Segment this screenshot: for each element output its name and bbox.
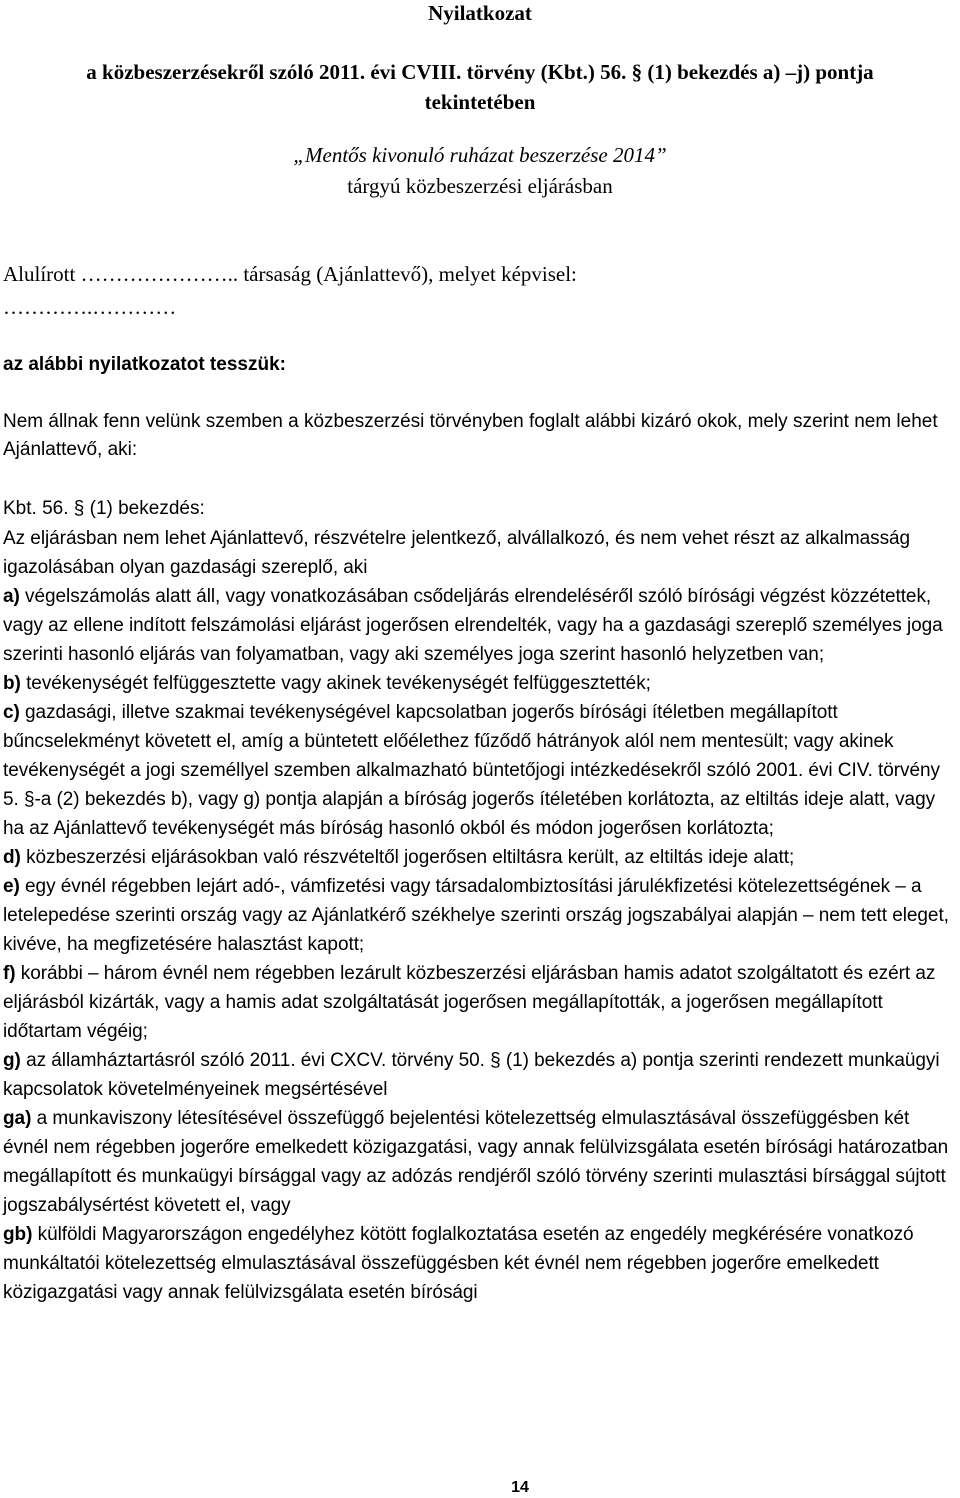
document-title: Nyilatkozat [428,1,532,25]
clause-item-text: korábbi – három évnél nem régebben lezárult közbeszerzési eljárásban hamis adatot szolgáltatott és ezért az eljárásból kizárták, vagy a hamis adat szolgáltatását jogerősen megállapították, a jogerősen megállapított időtartam végéig; [3,963,936,1042]
procurement-subject: tárgyú közbeszerzési eljárásban [347,174,613,198]
clause-item-text: tevékenységét felfüggesztette vagy akinek tevékenységét felfüggesztették; [26,673,651,694]
clause-item-text: a munkaviszony létesítésével összefüggő bejelentési kötelezettség elmulasztásával összefüggésben két évnél nem régebben jogerőre emelkedett közigazgatási, vagy annak felülvizsgálata esetén bírósági határozatban megállapított és munkaügyi bírsággal vagy az adózás rendjéről szóló törvény szerinti mulasztási bírsággal sújtott jogszabálysértést követett el, vagy [3,1108,949,1216]
statement-paragraph: Nem állnak fenn velünk szemben a közbeszerzési törvényben foglalt alábbi kizáró okok, mely szerint nem lehet Ajánlattevő, aki: [3,411,938,460]
clause-body [3,524,958,1307]
clause-item-label: e) [3,876,20,897]
clause-item-text: közbeszerzési eljárásokban való részvételtől jogerősen eltiltásra került, az eltiltás ideje alatt; [26,847,795,868]
clause-item-label: ga) [3,1108,32,1129]
clause-item-text: végelszámolás alatt áll, vagy vonatkozásában csődeljárás elrendeléséről szóló bírósági végzést közzétettek, vagy az ellene indított felszámolási eljárást jogerősen elrendelték, vagy ha a gazdasági szereplő személyes joga szerinti hasonló eljárás van folyamatban, vagy aki személyes joga szerint hasonló helyzetben van; [3,586,943,665]
signatory-line-1: Alulírott ………………….. társaság (Ajánlattevő), melyet képvisel: [3,262,577,286]
statement-heading: az alábbi nyilatkozatot tesszük: [3,354,286,375]
clause-item [3,698,958,843]
clause-item-label: d) [3,847,21,868]
clause-item [3,1220,958,1307]
clause-item-label: b) [3,673,21,694]
clause-item [3,872,958,959]
clause-item-label: a) [3,586,20,607]
signatory-intro [3,258,953,324]
subtitle-line-2: tekintetében [424,90,536,114]
clause-item-label: f) [3,963,16,984]
clause-item-label: c) [3,702,20,723]
clause-item-text: külföldi Magyarországon engedélyhez kötött foglalkoztatása esetén az engedély megkérésére vonatkozó munkáltatói kötelezettség elmulasztásával összefüggésben két évnél nem régebben jogerőre emelkedett közigazgatási vagy annak felülvizsgálata esetén bírósági [3,1224,914,1303]
clause-item [3,843,958,872]
clause-item [3,1046,958,1104]
clause-item-text: gazdasági, illetve szakmai tevékenységével kapcsolatban jogerős bírósági ítéletben megállapított bűncselekményt követett el, amíg a büntetett előélethez fűződő hátrányok alól nem mentesült; vagy akinek tevékenységét a jogi személlyel szemben alkalmazható büntetőjogi intézkedésekről szóló 2001. évi CIV. törvény 5. §-a (2) bekezdés b), vagy g) pontja alapján a bíróság jogerős ítéletében korlátozta, az eltiltás ideje alatt, vagy ha az Ajánlattevő tevékenységét más bíróság hasonló okból és módon jogerősen korlátozta; [3,702,940,839]
document-subtitle [0,57,960,117]
clause-item [3,582,958,669]
clause-item-label: g) [3,1050,21,1071]
signatory-line-2: ………….………… [3,295,177,319]
clause-item [3,669,958,698]
subtitle-line-1: a közbeszerzésekről szóló 2011. évi CVIII. törvény (Kbt.) 56. § (1) bekezdés a) –j) pontja [86,60,874,84]
clause-item [3,1104,958,1220]
clause-item-text: az államháztartásról szóló 2011. évi CXCV. törvény 50. § (1) bekezdés a) pontja szerinti rendezett munkaügyi kapcsolatok követelményeinek megsértésével [3,1050,940,1100]
procurement-name: „Mentős kivonuló ruházat beszerzése 2014” [293,143,667,167]
clause-intro: Az eljárásban nem lehet Ajánlattevő, részvételre jelentkező, alvállalkozó, és nem vehet részt az alkalmasság igazolásában olyan gazdasági szereplő, aki [3,528,911,578]
clause-item-text: egy évnél régebben lejárt adó-, vámfizetési vagy társadalombiztosítási járulékfizetési kötelezettségének – a letelepedése szerinti ország vagy az Ajánlatkérő székhelye szerinti ország jogszabályai alapján – nem tett eleget, kivéve, ha megfizetésére halasztást kapott; [3,876,949,955]
clause-item [3,959,958,1046]
clause-reference: Kbt. 56. § (1) bekezdés: [3,498,205,519]
page-number: 14 [511,1479,529,1496]
clause-item-label: gb) [3,1224,33,1245]
